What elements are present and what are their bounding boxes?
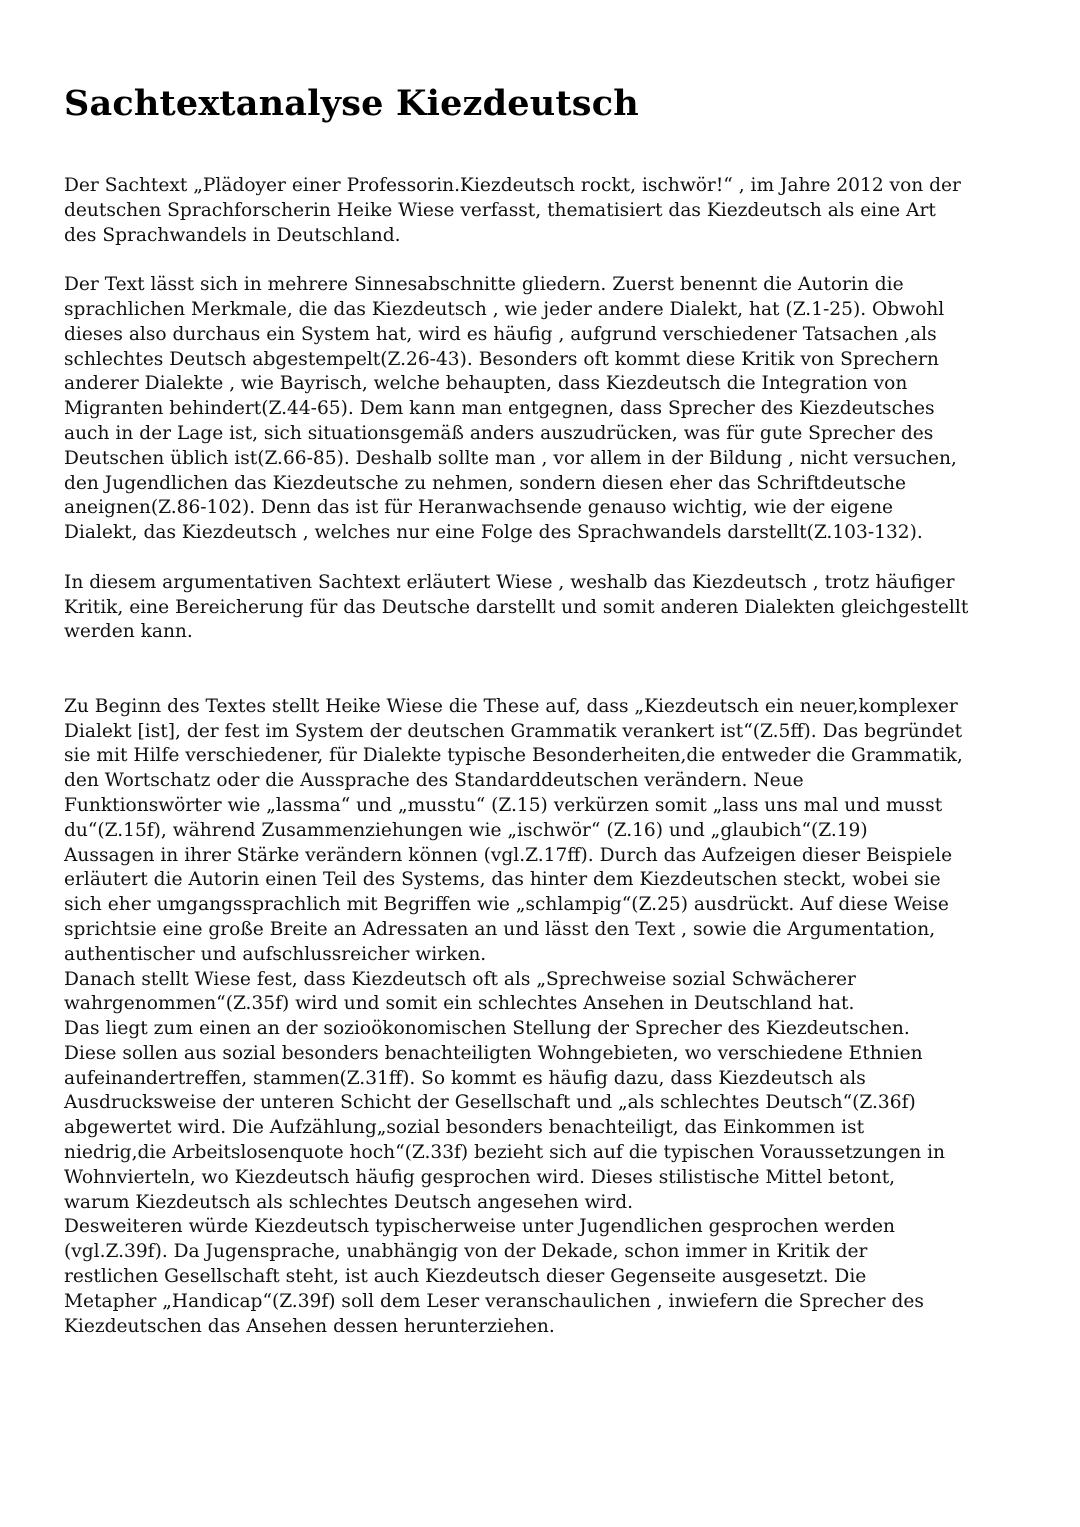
text-line: sie mit Hilfe verschiedener, für Dialekte typische Besonderheiten,die entweder die Grammatik, bbox=[64, 745, 963, 767]
paragraph-analysis bbox=[64, 695, 994, 1340]
text-line: schlechtes Deutsch abgestempelt(Z.26-43). Besonders oft kommt diese Kritik von Sprechern bbox=[64, 348, 939, 370]
text-line: Funktionswörter wie „lassma“ und „musstu“ (Z.15) verkürzen somit „lass uns mal und musst bbox=[64, 794, 943, 816]
text-line: aufeinandertreffen, stammen(Z.31ff). So kommt es häufig dazu, dass Kiezdeutsch als bbox=[64, 1067, 866, 1089]
text-line: aneignen(Z.86-102). Denn das ist für Heranwachsende genauso wichtig, wie der eigene bbox=[64, 497, 894, 519]
text-line: Das liegt zum einen an der sozioökonomischen Stellung der Sprecher des Kiezdeutschen. bbox=[64, 1018, 910, 1040]
text-line: sprichtsie eine große Breite an Adressaten an und lässt den Text , sowie die Argumentation, bbox=[64, 918, 936, 940]
text-line: Metapher „Handicap“(Z.39f) soll dem Leser veranschaulichen , inwiefern die Sprecher des bbox=[64, 1290, 924, 1312]
text-line: Kritik, eine Bereicherung für das Deutsche darstellt und somit anderen Dialekten gleichgestellt bbox=[64, 596, 969, 618]
text-line: Diese sollen aus sozial besonders benachteiligten Wohngebieten, wo verschiedene Ethnien bbox=[64, 1042, 923, 1064]
text-line: Danach stellt Wiese fest, dass Kiezdeutsch oft als „Sprechweise sozial Schwächerer bbox=[64, 968, 856, 990]
document-page bbox=[64, 78, 994, 1339]
text-line: Desweiteren würde Kiezdeutsch typischerweise unter Jugendlichen gesprochen werden bbox=[64, 1216, 895, 1238]
text-line: du“(Z.15f), während Zusammenziehungen wie „ischwör“ (Z.16) und „glaubich“(Z.19) bbox=[64, 819, 868, 841]
document-title: Sachtextanalyse Kiezdeutsch bbox=[64, 83, 639, 124]
text-line: sich eher umgangssprachlich mit Begriffen wie „schlampig“(Z.25) ausdrückt. Auf diese Weise bbox=[64, 894, 949, 916]
text-line: des Sprachwandels in Deutschland. bbox=[64, 224, 401, 246]
text-line: niedrig,die Arbeitslosenquote hoch“(Z.33f) bezieht sich auf die typischen Voraussetzungen in bbox=[64, 1142, 946, 1164]
text-line: den Wortschatz oder die Aussprache des Standarddeutschen verändern. Neue bbox=[64, 770, 804, 792]
text-line: Deutschen üblich ist(Z.66-85). Deshalb sollte man , vor allem in der Bildung , nicht versuchen, bbox=[64, 447, 957, 469]
text-line: werden kann. bbox=[64, 621, 193, 643]
text-line: warum Kiezdeutsch als schlechtes Deutsch angesehen wird. bbox=[64, 1191, 634, 1213]
document-body bbox=[64, 174, 994, 1339]
text-line: Der Sachtext „Plädoyer einer Professorin.Kiezdeutsch rockt, ischwör!“ , im Jahre 2012 von der bbox=[64, 175, 961, 196]
text-line: Der Text lässt sich in mehrere Sinnesabschnitte gliedern. Zuerst benennt die Autorin die bbox=[64, 274, 904, 296]
text-line: Zu Beginn des Textes stellt Heike Wiese die These auf, dass „Kiezdeutsch ein neuer,komplexer bbox=[64, 695, 958, 717]
text-line: Aussagen in ihrer Stärke verändern können (vgl.Z.17ff). Durch das Aufzeigen dieser Beispiele bbox=[64, 844, 953, 866]
text-line: Kiezdeutschen das Ansehen dessen herunterziehen. bbox=[64, 1315, 555, 1337]
text-line: deutschen Sprachforscherin Heike Wiese verfasst, thematisiert das Kiezdeutsch als eine Art bbox=[64, 199, 936, 221]
text-line: authentischer und aufschlussreicher wirken. bbox=[64, 943, 487, 965]
paragraph-structure bbox=[64, 273, 994, 546]
text-line: Dialekt [ist], der fest im System der deutschen Grammatik verankert ist“(Z.5ff). Das begründet bbox=[64, 720, 963, 742]
text-line: wahrgenommen“(Z.35f) wird und somit ein schlechtes Ansehen in Deutschland hat. bbox=[64, 993, 855, 1015]
text-line: In diesem argumentativen Sachtext erläutert Wiese , weshalb das Kiezdeutsch , trotz häufiger bbox=[64, 571, 955, 593]
text-line: sprachlichen Merkmale, die das Kiezdeutsch , wie jeder andere Dialekt, hat (Z.1-25). Obwohl bbox=[64, 298, 945, 320]
text-line: Wohnvierteln, wo Kiezdeutsch häufig gesprochen wird. Dieses stilistische Mittel betont, bbox=[64, 1166, 896, 1188]
text-line: erläutert die Autorin einen Teil des Systems, das hinter dem Kiezdeutschen steckt, wobei sie bbox=[64, 869, 941, 891]
text-line: den Jugendlichen das Kiezdeutsche zu nehmen, sondern diesen eher das Schriftdeutsche bbox=[64, 472, 907, 494]
text-line: dieses also durchaus ein System hat, wird es häufig , aufgrund verschiedener Tatsachen ‚als bbox=[64, 323, 937, 345]
text-line: anderer Dialekte , wie Bayrisch, welche behaupten, dass Kiezdeutsch die Integration von bbox=[64, 373, 908, 395]
paragraph-intro bbox=[64, 174, 994, 248]
text-line: restlichen Gesellschaft steht, ist auch Kiezdeutsch dieser Gegenseite ausgesetzt. Die bbox=[64, 1266, 867, 1288]
text-line: auch in der Lage ist, sich situationsgemäß anders auszudrücken, was für gute Sprecher des bbox=[64, 422, 934, 444]
paragraph-thesis bbox=[64, 571, 994, 645]
text-line: Dialekt, das Kiezdeutsch , welches nur eine Folge des Sprachwandels darstellt(Z.103-132). bbox=[64, 522, 923, 544]
text-line: Migranten behindert(Z.44-65). Dem kann man entgegnen, dass Sprecher des Kiezdeutsches bbox=[64, 398, 935, 420]
text-line: abgewertet wird. Die Aufzählung„sozial besonders benachteiligt, das Einkommen ist bbox=[64, 1117, 865, 1139]
text-line: Ausdrucksweise der unteren Schicht der Gesellschaft und „als schlechtes Deutsch“(Z.36f) bbox=[64, 1092, 916, 1114]
text-line: (vgl.Z.39f). Da Jugensprache, unabhängig von der Dekade, schon immer in Kritik der bbox=[64, 1241, 868, 1263]
